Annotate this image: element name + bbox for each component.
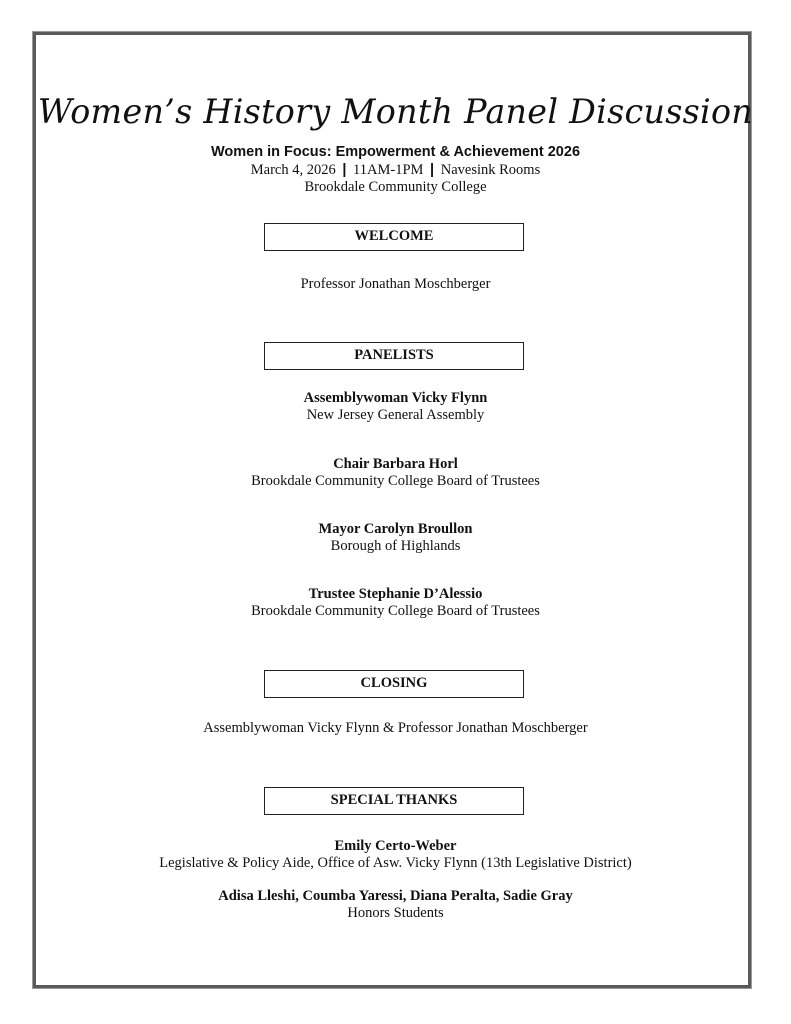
thanks-name: Emily Certo-Weber — [334, 838, 457, 854]
page-title: Women’s History Month Panel Discussion — [37, 92, 754, 132]
panelist-name: Trustee Stephanie D’Alessio — [308, 586, 483, 602]
thanks-name: Adisa Lleshi, Coumba Yaressi, Diana Peralta, Sadie Gray — [218, 888, 573, 904]
welcome-speaker: Professor Jonathan Moschberger — [300, 276, 491, 292]
panelist-name: Mayor Carolyn Broullon — [318, 521, 473, 537]
panelist-affiliation: Brookdale Community College Board of Trustees — [251, 473, 540, 489]
special-thanks-heading: SPECIAL THANKS — [264, 787, 524, 815]
thanks-role: Legislative & Policy Aide, Office of Asw. Vicky Flynn (13th Legislative District) — [159, 855, 632, 871]
panelist-name: Chair Barbara Horl — [333, 456, 458, 472]
separator: | — [430, 162, 435, 178]
separator: | — [342, 162, 347, 178]
panelists-heading: PANELISTS — [264, 342, 524, 370]
event-details — [0, 162, 791, 179]
panelist-affiliation: Borough of Highlands — [330, 538, 461, 554]
event-venue: Brookdale Community College — [304, 179, 487, 195]
closing-speakers: Assemblywoman Vicky Flynn & Professor Jonathan Moschberger — [203, 720, 588, 736]
event-room: Navesink Rooms — [440, 162, 541, 178]
panelist-affiliation: Brookdale Community College Board of Trustees — [251, 603, 540, 619]
closing-heading: CLOSING — [264, 670, 524, 698]
panelist-name: Assemblywoman Vicky Flynn — [303, 390, 488, 406]
thanks-role: Honors Students — [347, 905, 444, 921]
welcome-heading: WELCOME — [264, 223, 524, 251]
event-date: March 4, 2026 — [250, 162, 336, 178]
event-time: 11AM-1PM — [353, 162, 424, 178]
event-subtitle: Women in Focus: Empowerment & Achievement 2026 — [210, 144, 581, 160]
panelist-affiliation: New Jersey General Assembly — [306, 407, 485, 423]
